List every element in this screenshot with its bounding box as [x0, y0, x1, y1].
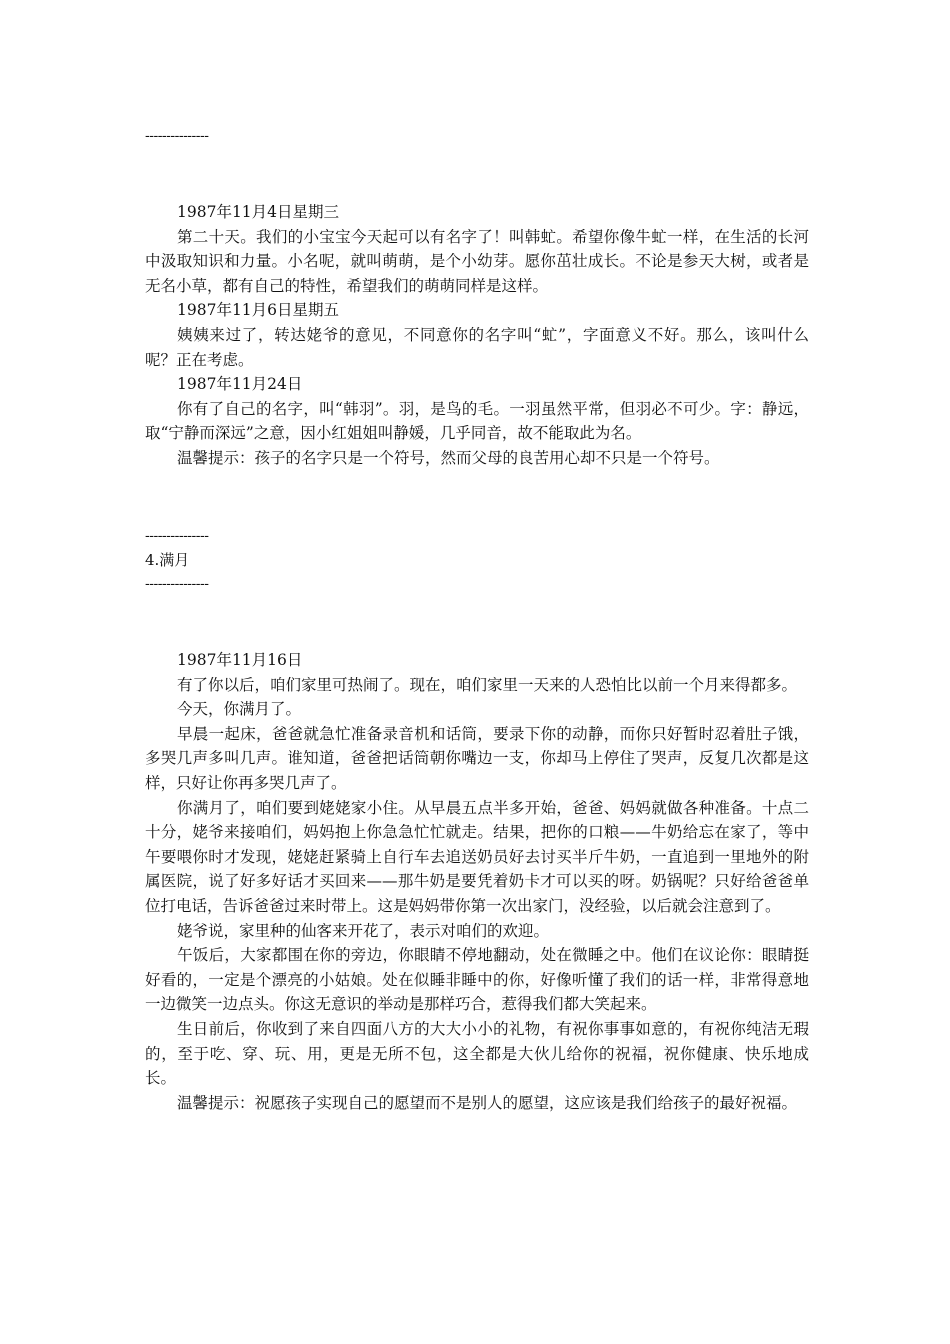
diary-paragraph: 早晨一起床，爸爸就急忙准备录音机和话筒，要录下你的动静，而你只好暂时忍着肚子饿，多哭几声多叫几声。谁知道，爸爸把话筒朝你嘴边一支，你却马上停住了哭声，反复几次都是这样，只好让你再多哭几声了。 [145, 724, 809, 792]
diary-date: 1987年11月4日星期三 [177, 203, 340, 221]
diary-paragraph: 有了你以后，咱们家里可热闹了。现在，咱们家里一天来的人恐怕比以前一个月来得都多。 [177, 675, 798, 694]
tip-paragraph: 温馨提示：祝愿孩子实现自己的愿望而不是别人的愿望，这应该是我们给孩子的最好祝福。 [177, 1093, 798, 1112]
diary-paragraph: 第二十天。我们的小宝宝今天起可以有名字了！叫韩虻。希望你像牛虻一样，在生活的长河中汲取知识和力量。小名呢，就叫萌萌，是个小幼芽。愿你茁壮成长。不论是参天大树，或者是无名小草，都有自己的特性，希望我们的萌萌同样是这样。 [145, 227, 809, 295]
diary-paragraph: 姨姨来过了，转达姥爷的意见，不同意你的名字叫“虻”，字面意义不好。那么，该叫什么呢？正在考虑。 [145, 325, 809, 369]
diary-paragraph: 姥爷说，家里种的仙客来开花了，表示对咱们的欢迎。 [177, 921, 550, 940]
diary-paragraph: 生日前后，你收到了来自四面八方的大大小小的礼物，有祝你事事如意的，有祝你纯洁无瑕的，至于吃、穿、玩、用，更是无所不包，这全都是大伙儿给你的祝福，祝你健康、快乐地成长。 [145, 1019, 809, 1088]
diary-paragraph: 今天，你满月了。 [177, 700, 302, 719]
diary-date: 1987年11月16日 [177, 651, 303, 669]
separator-line-2: --------------- [145, 528, 209, 544]
diary-paragraph: 午饭后，大家都围在你的旁边，你眼睛不停地翻动，处在微睡之中。他们在议论你：眼睛挺好看的，一定是个漂亮的小姑娘。处在似睡非睡中的你，好像听懂了我们的话一样，非常得意地一边微笑一边点头。你这无意识的举动是那样巧合，惹得我们都大笑起来。 [145, 946, 809, 1014]
separator-line-1: --------------- [145, 128, 209, 144]
diary-date: 1987年11月6日星期五 [177, 301, 340, 320]
tip-paragraph: 温馨提示：孩子的名字只是一个符号，然而父母的良苦用心却不只是一个符号。 [177, 448, 720, 467]
section-heading: 4.满月 [145, 551, 190, 569]
diary-paragraph: 你有了自己的名字，叫“韩羽”。羽，是鸟的毛。一羽虽然平常，但羽必不可少。字：静远，取“宁静而深远”之意，因小红姐姐叫静媛，几乎同音，故不能取此为名。 [145, 399, 809, 443]
section-full-month [145, 648, 809, 1115]
diary-date: 1987年11月24日 [177, 375, 303, 394]
section-name-diary [145, 200, 809, 471]
separator-line-3: --------------- [145, 576, 209, 592]
diary-paragraph: 你满月了，咱们要到姥姥家小住。从早晨五点半多开始，爸爸、妈妈就做各种准备。十点二十分，姥爷来接咱们，妈妈抱上你急急忙忙就走。结果，把你的口粮——牛奶给忘在家了，等中午要喂你时才发现，姥姥赶紧骑上自行车去追送奶员好去讨买半斤牛奶，一直追到一里地外的附属医院，说了好多好话才买回来——那牛奶是要凭着奶卡才可以买的呀。奶锅呢？只好给爸爸单位打电话，告诉爸爸过来时带上。这是妈妈带你第一次出家门，没经验，以后就会注意到了。 [145, 798, 809, 915]
